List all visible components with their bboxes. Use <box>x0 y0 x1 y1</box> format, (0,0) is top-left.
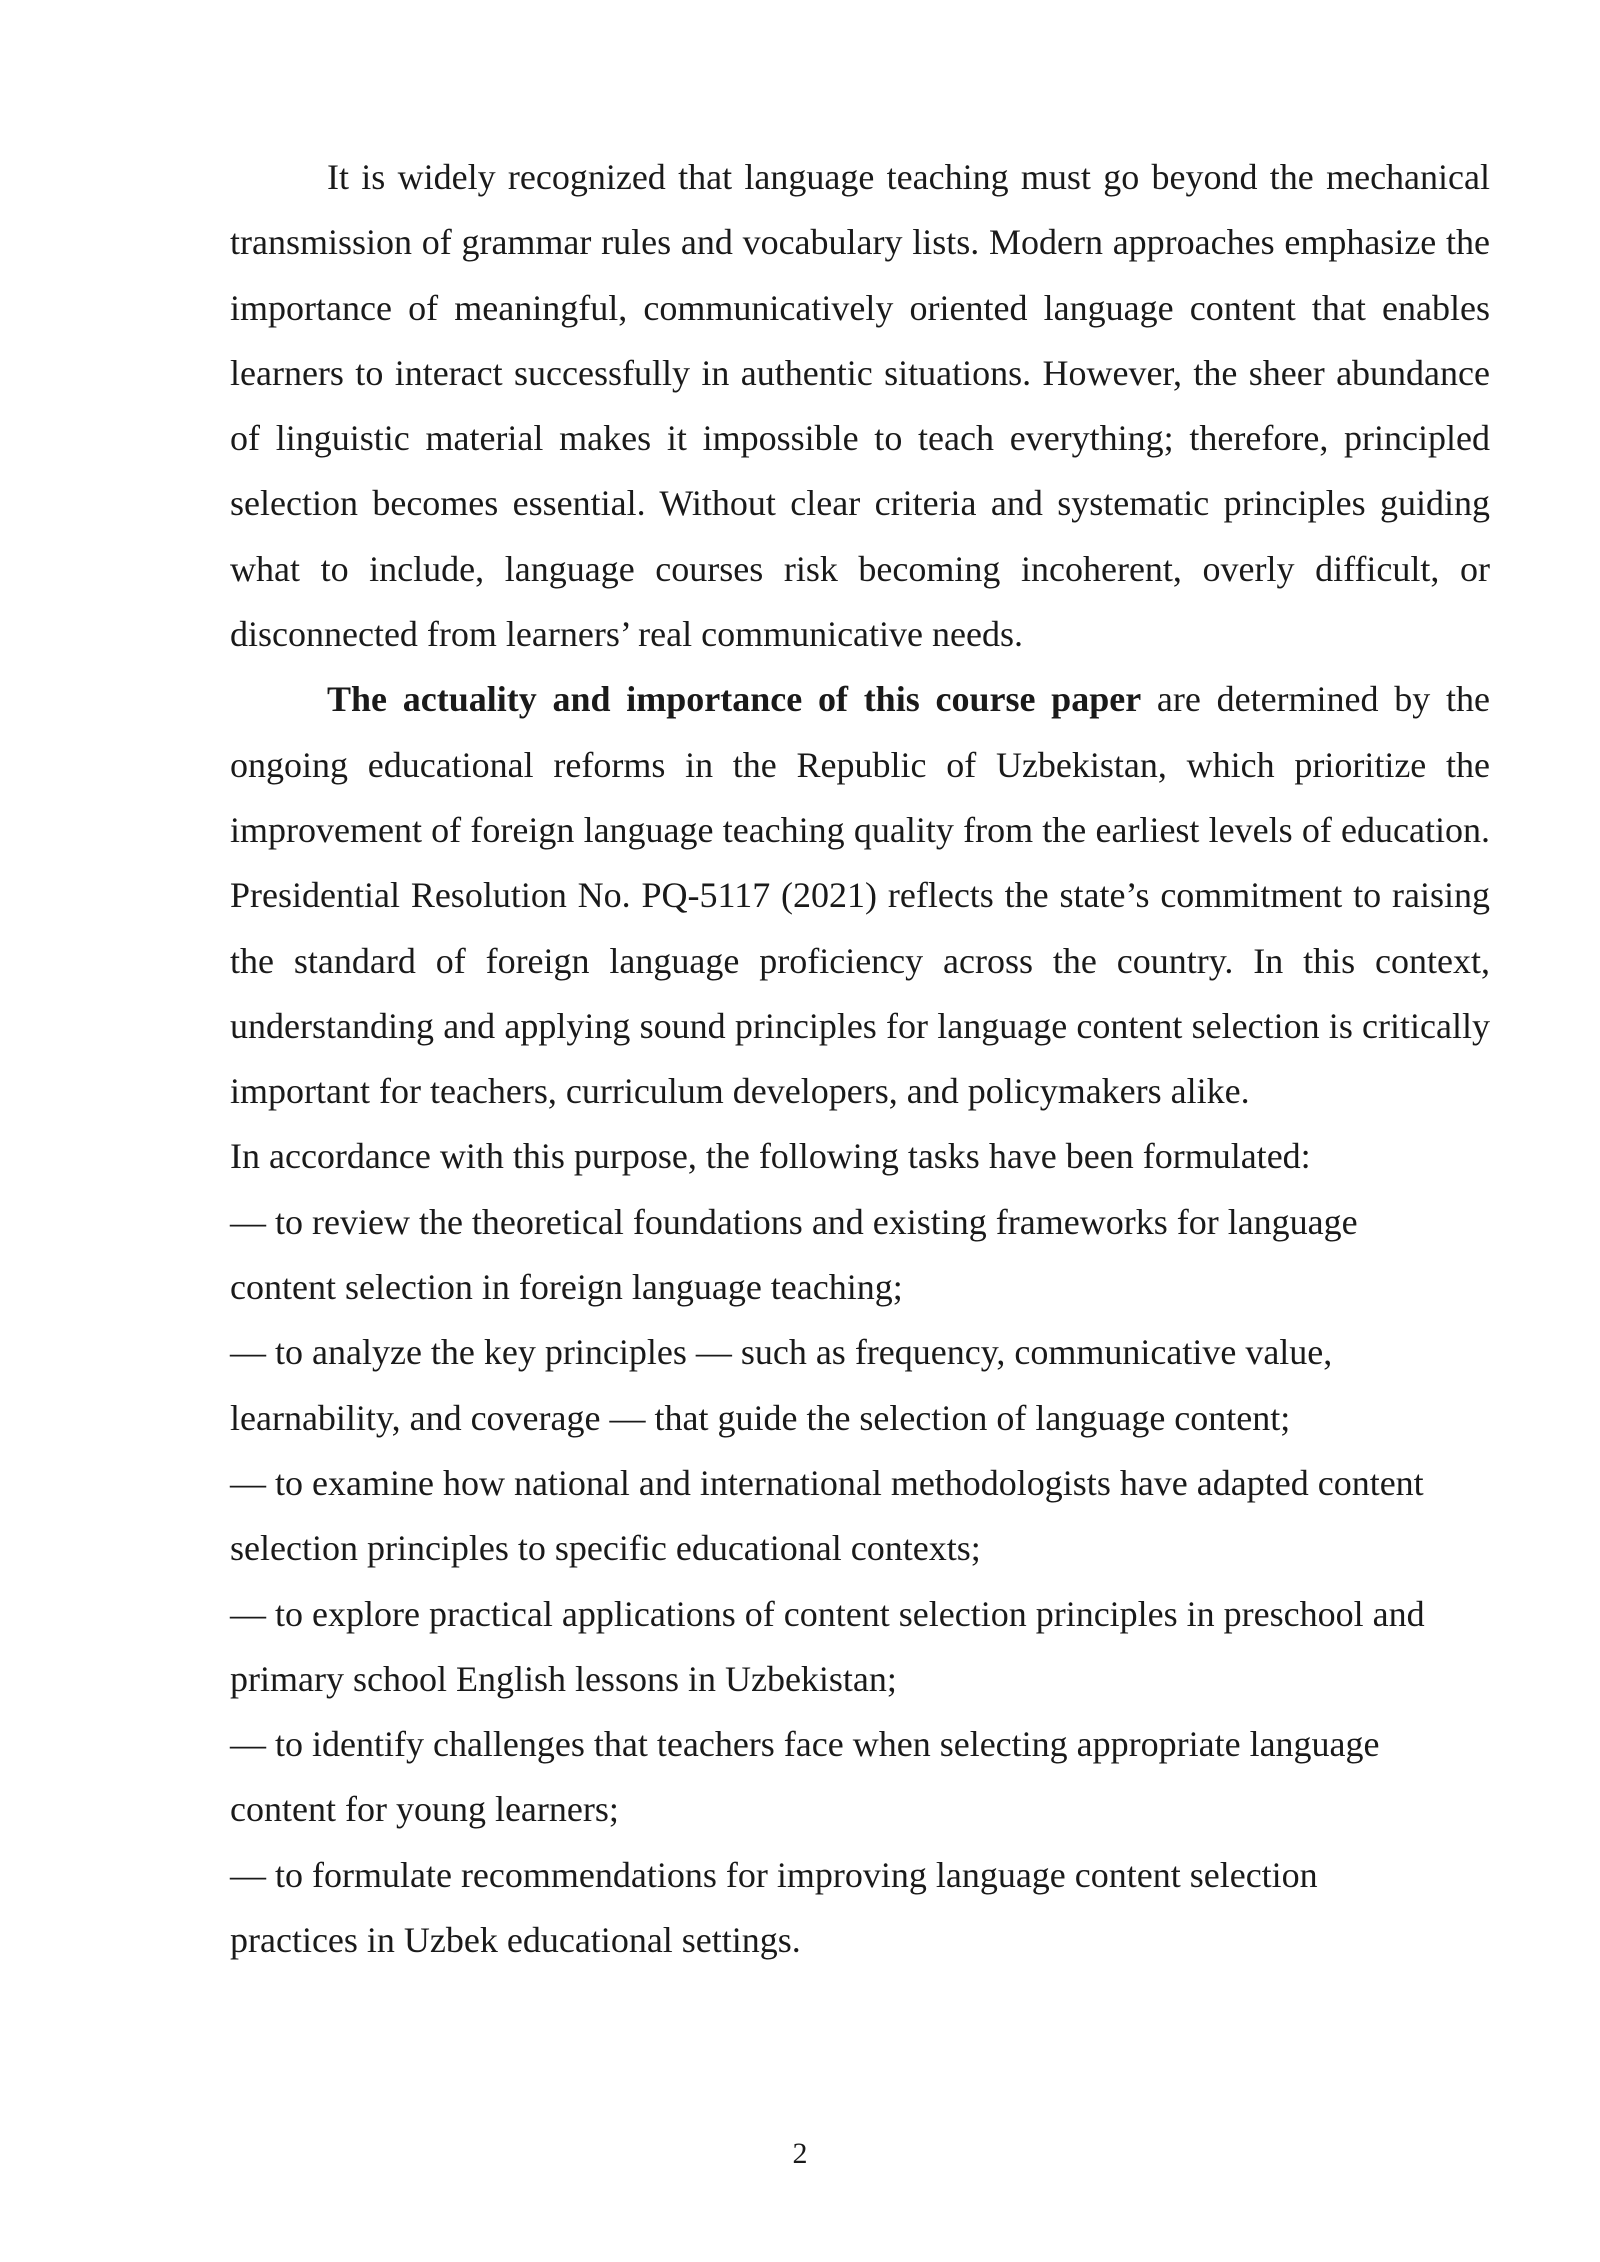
page-number: 2 <box>792 2137 808 2170</box>
task-item: — to analyze the key principles — such as frequency, communicative value, learnability, and coverage — that guide the selection of language content; <box>230 1332 1333 1438</box>
body-text <box>230 145 1490 1973</box>
paragraph-introduction: It is widely recognized that language teaching must go beyond the mechanical transmission of grammar rules and vocabulary lists. Modern approaches emphasize the importance of meaningful, communicatively oriented language content that enables learners to interact successfully in authentic situations. However, the sheer abundance of linguistic material makes it impossible to teach everything; therefore, principled selection becomes essential. Without clear criteria and systematic principles guiding what to include, language courses risk becoming incoherent, overly difficult, or disconnected from learners’ real communicative needs. <box>230 157 1490 655</box>
task-list <box>230 1190 1490 1974</box>
paragraph-actuality <box>230 667 1490 1124</box>
task-item: — to examine how national and international methodologists have adapted content selection principles to specific educational contexts; <box>230 1462 1424 1569</box>
task-item: — to formulate recommendations for improving language content selection practices in Uzbek educational settings. <box>230 1854 1318 1961</box>
task-item: — to review the theoretical foundations and existing frameworks for language content selection in foreign language teaching; <box>230 1201 1358 1308</box>
task-item: — to identify challenges that teachers face when selecting appropriate language content for young learners; <box>230 1724 1380 1830</box>
actuality-heading-lead: The actuality and importance of this course paper <box>327 679 1142 720</box>
tasks-intro: In accordance with this purpose, the following tasks have been formulated: <box>230 1136 1311 1177</box>
actuality-text: are determined by the ongoing educational reforms in the Republic of Uzbekistan, which prioritize the improvement of foreign language teaching quality from the earliest levels of education. Presidential Resolution No. PQ-5117 (2021) reflects the state’s commitment to raising the standard of foreign language proficiency across the country. In this context, understanding and applying sound principles for language content selection is critically important for teachers, curriculum developers, and policymakers alike. <box>230 679 1490 1112</box>
task-item: — to explore practical applications of content selection principles in preschool and primary school English lessons in Uzbekistan; <box>230 1593 1425 1699</box>
